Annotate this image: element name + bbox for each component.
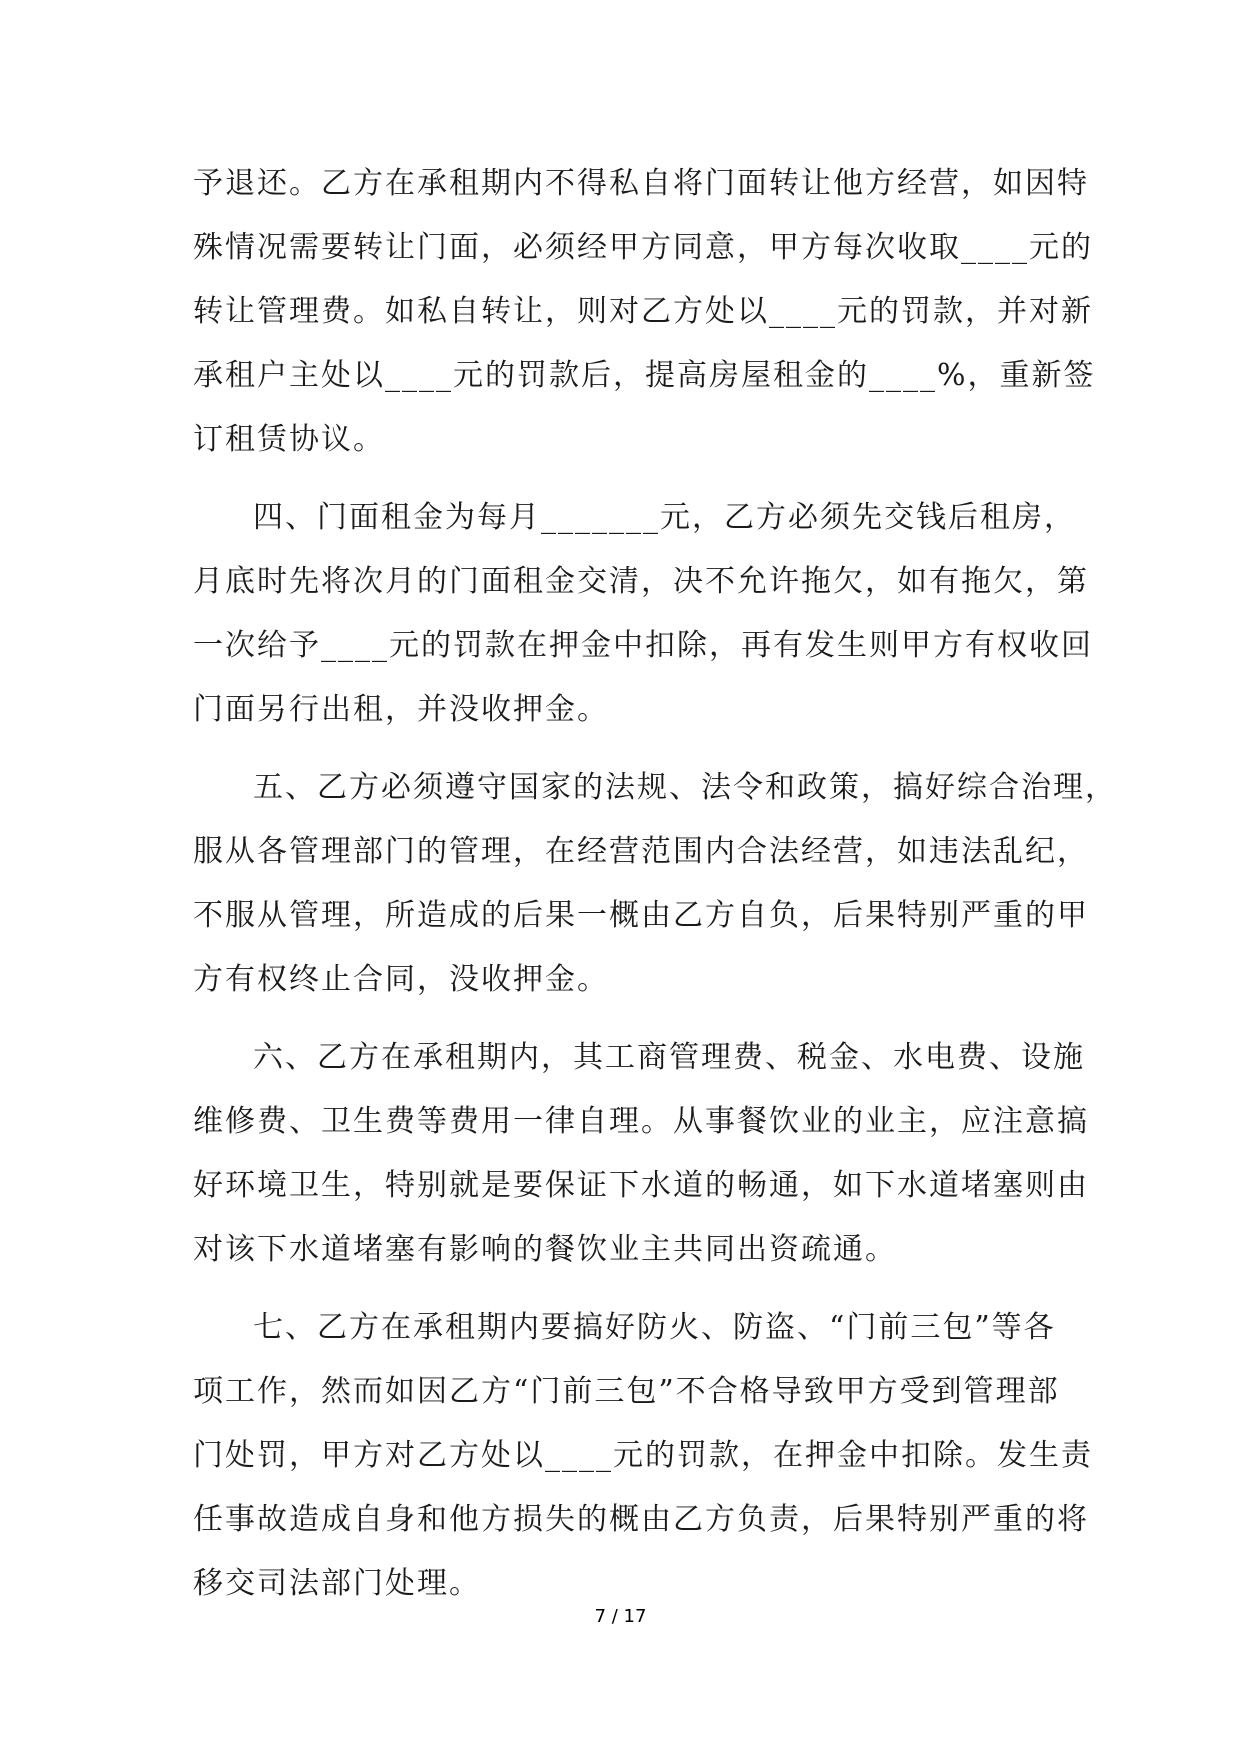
text-line: 不服从管理，所造成的后果一概由乙方自负，后果特别严重的甲 [193, 898, 1089, 933]
paragraph-clause-6 [193, 1026, 1089, 1282]
text-line: 好环境卫生，特别就是要保证下水道的畅通，如下水道堵塞则由 [193, 1168, 1089, 1203]
paragraph-clause-5 [193, 756, 1117, 1012]
paragraph-clause-4 [193, 486, 1093, 742]
text-line: 转让管理费。如私自转让，则对乙方处以____元的罚款，并对新 [193, 294, 1093, 329]
text-line: 对该下水道堵塞有影响的餐饮业主共同出资疏通。 [193, 1232, 897, 1267]
text-line: 门处罚，甲方对乙方处以____元的罚款，在押金中扣除。发生责 [193, 1438, 1093, 1473]
text-line: 五、乙方必须遵守国家的法规、法令和政策，搞好综合治理， [253, 770, 1117, 805]
text-line: 维修费、卫生费等费用一律自理。从事餐饮业的业主，应注意搞 [193, 1104, 1089, 1139]
text-line: 移交司法部门处理。 [193, 1566, 481, 1601]
text-line: 订租赁协议。 [193, 422, 385, 457]
text-line: 七、乙方在承租期内要搞好防火、防盗、“门前三包”等各 [253, 1310, 1056, 1345]
text-line: 四、门面租金为每月_______元，乙方必须先交钱后租房， [253, 500, 1076, 535]
paragraph-clause-7 [193, 1296, 1093, 1616]
document-body [193, 152, 1117, 1616]
text-line: 任事故造成自身和他方损失的概由乙方负责，后果特别严重的将 [193, 1502, 1089, 1537]
page-number: 7 / 17 [594, 1606, 647, 1627]
text-line: 服从各管理部门的管理，在经营范围内合法经营，如违法乱纪， [193, 834, 1089, 869]
text-line: 门面另行出租，并没收押金。 [193, 692, 609, 727]
text-line: 一次给予____元的罚款在押金中扣除，再有发生则甲方有权收回 [193, 628, 1093, 663]
text-line: 方有权终止合同，没收押金。 [193, 962, 609, 997]
text-line: 六、乙方在承租期内，其工商管理费、税金、水电费、设施 [253, 1040, 1085, 1075]
text-line: 承租户主处以____元的罚款后，提高房屋租金的____%，重新签 [193, 358, 1096, 393]
text-line: 项工作，然而如因乙方“门前三包”不合格导致甲方受到管理部 [193, 1374, 1060, 1409]
text-line: 月底时先将次月的门面租金交清，决不允许拖欠，如有拖欠，第 [193, 564, 1089, 599]
text-line: 殊情况需要转让门面，必须经甲方同意，甲方每次收取____元的 [193, 230, 1093, 265]
text-line: 予退还。乙方在承租期内不得私自将门面转让他方经营，如因特 [193, 166, 1089, 201]
paragraph-continuation [193, 152, 1096, 472]
